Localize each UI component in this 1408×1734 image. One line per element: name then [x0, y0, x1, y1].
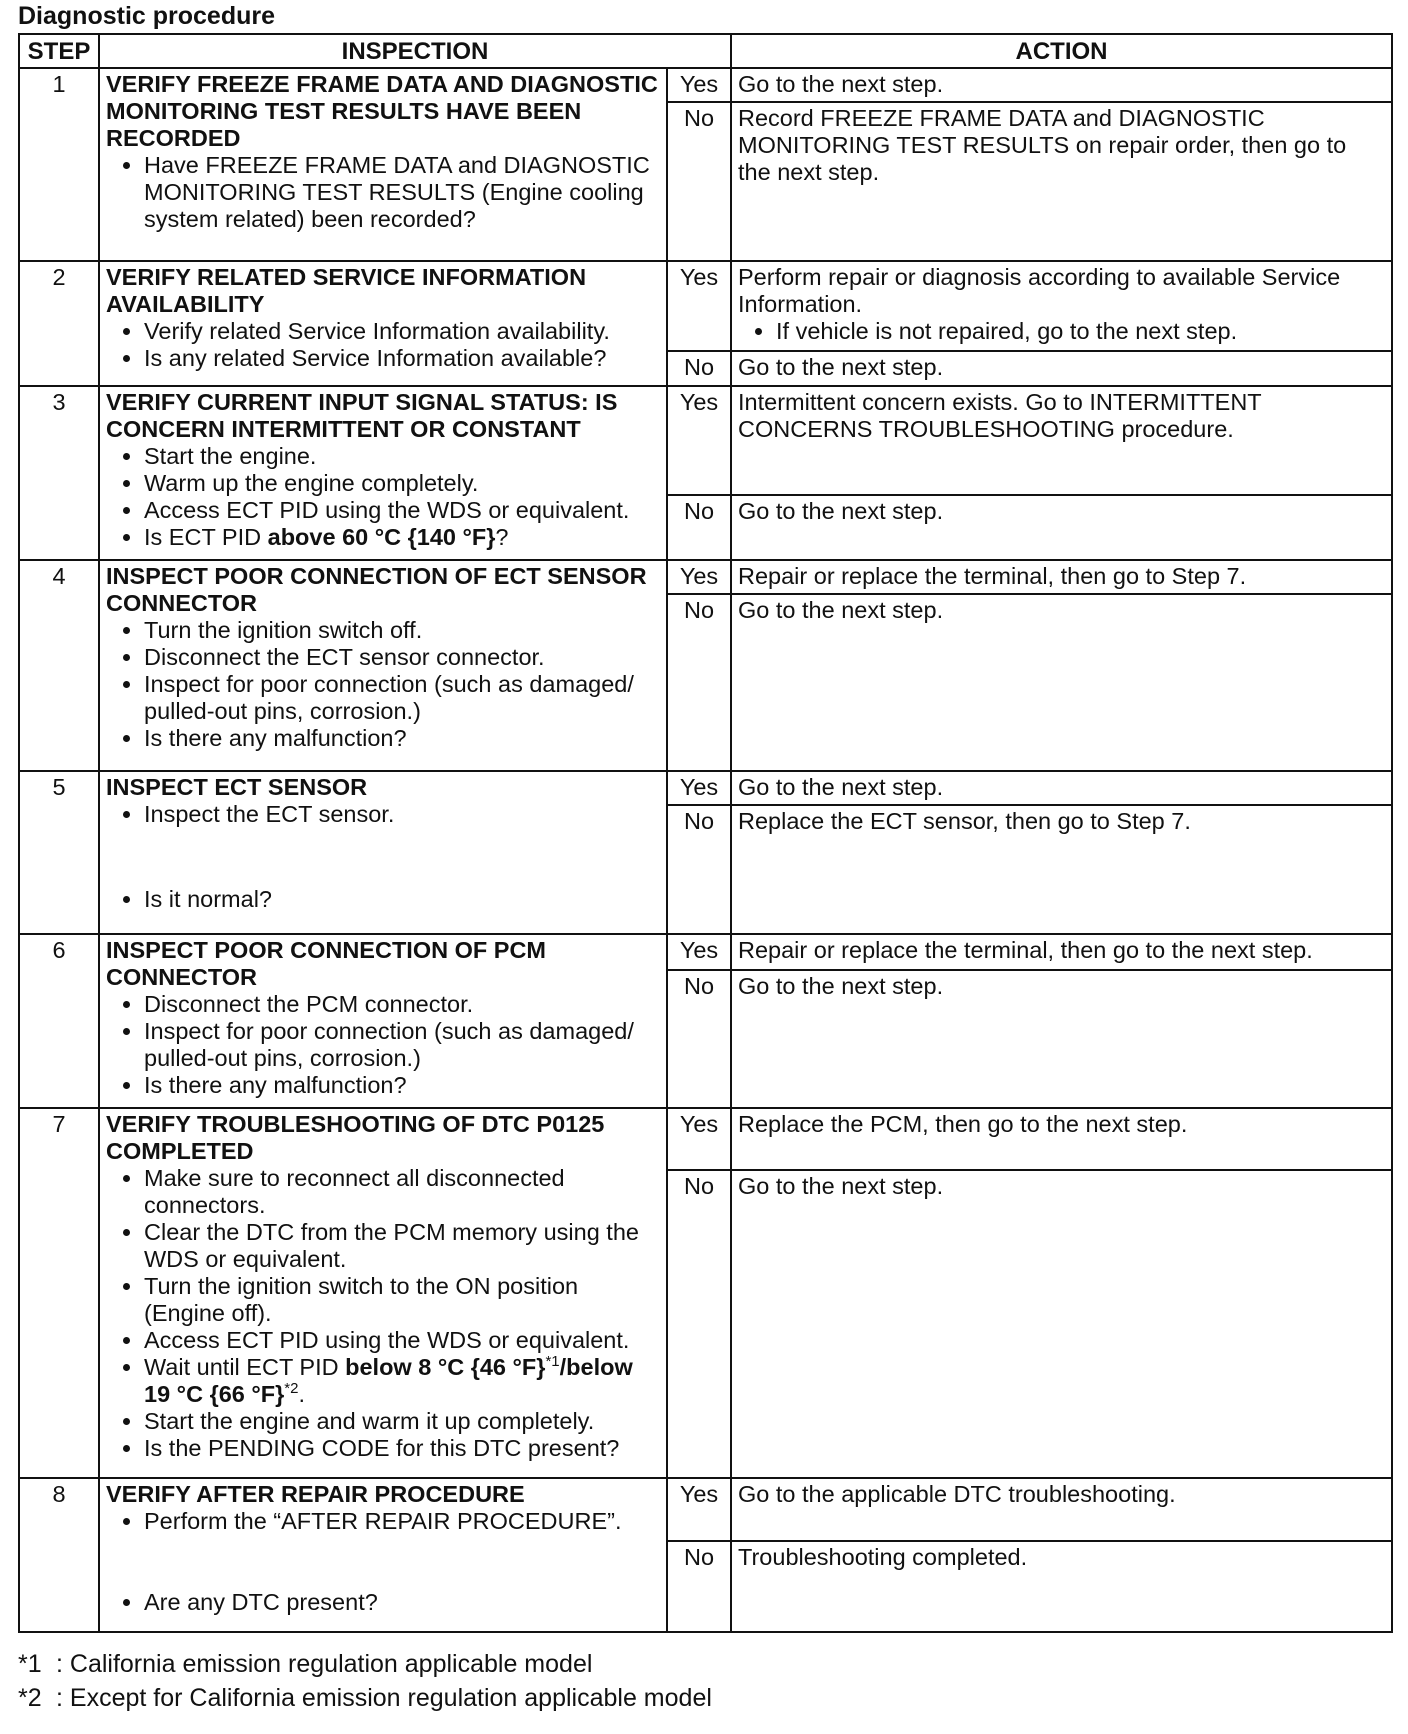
yes-label: Yes — [667, 261, 731, 351]
inspection-cell — [99, 1108, 667, 1478]
list-item: • Is there any malfunction? — [144, 725, 660, 752]
text-run: Is ECT PID — [144, 523, 268, 550]
action-yes: Go to the applicable DTC troubleshooting. — [731, 1478, 1392, 1540]
yes-label: Yes — [667, 560, 731, 594]
text-run: . — [298, 1380, 305, 1407]
step-number: 1 — [19, 68, 99, 261]
table-row — [19, 771, 1392, 805]
list-item: • Start the engine and warm it up completely. — [144, 1408, 660, 1435]
list-item: • Is there any malfunction? — [144, 1072, 660, 1099]
inspection-cell — [99, 1478, 667, 1632]
list-item: • Inspect for poor connection (such as damaged/ pulled-out pins, corrosion.) — [144, 1018, 660, 1072]
footnote — [18, 1650, 592, 1679]
table-row — [19, 560, 1392, 594]
list-item — [144, 524, 660, 551]
inspection-heading: INSPECT POOR CONNECTION OF PCM CONNECTOR — [106, 936, 546, 990]
yes-label: Yes — [667, 386, 731, 495]
step-number: 4 — [19, 560, 99, 771]
inspection-list — [106, 1165, 660, 1462]
table-row — [19, 68, 1392, 102]
no-label: No — [667, 495, 731, 560]
footnote-text: : Except for California emission regulation applicable model — [56, 1684, 712, 1712]
no-label: No — [667, 102, 731, 261]
action-no: Replace the ECT sensor, then go to Step 7. — [731, 805, 1392, 934]
action-no: Go to the next step. — [731, 495, 1392, 560]
list-item: • Make sure to reconnect all disconnected connectors. — [144, 1165, 660, 1219]
spacer — [106, 828, 660, 886]
list-item: • Warm up the engine completely. — [144, 470, 660, 497]
action-yes: Repair or replace the terminal, then go to the next step. — [731, 934, 1392, 970]
list-item: • Access ECT PID using the WDS or equivalent. — [144, 1327, 660, 1354]
inspection-heading: VERIFY CURRENT INPUT SIGNAL STATUS: IS CONCERN INTERMITTENT OR CONSTANT — [106, 388, 618, 442]
action-no: Record FREEZE FRAME DATA and DIAGNOSTIC MONITORING TEST RESULTS on repair order, then go to the next step. — [731, 102, 1392, 261]
header-action: ACTION — [731, 34, 1392, 68]
table-row — [19, 1478, 1392, 1540]
text-run: Wait until ECT PID — [144, 1353, 346, 1380]
footnote-mark: *1 — [18, 1650, 42, 1678]
yes-label: Yes — [667, 771, 731, 805]
inspection-heading: VERIFY AFTER REPAIR PROCEDURE — [106, 1481, 525, 1508]
list-item: • If vehicle is not repaired, go to the next step. — [776, 318, 1385, 345]
inspection-cell — [99, 261, 667, 386]
header-step: STEP — [19, 34, 99, 68]
list-item: • Is it normal? — [144, 886, 660, 913]
inspection-list — [106, 1508, 660, 1535]
step-number: 3 — [19, 386, 99, 560]
inspection-list — [106, 443, 660, 551]
action-yes: Intermittent concern exists. Go to INTERMITTENT CONCERNS TROUBLESHOOTING procedure. — [731, 386, 1392, 495]
footnote-ref: *2 — [284, 1380, 299, 1398]
inspection-list — [106, 991, 660, 1099]
no-label: No — [667, 594, 731, 770]
inspection-list — [106, 617, 660, 752]
page-title: Diagnostic procedure — [18, 2, 275, 30]
list-item: • Disconnect the ECT sensor connector. — [144, 644, 660, 671]
list-item: • Turn the ignition switch to the ON position (Engine off). — [144, 1273, 660, 1327]
step-number: 5 — [19, 771, 99, 934]
action-no: Go to the next step. — [731, 594, 1392, 770]
yes-label: Yes — [667, 934, 731, 970]
action-no: Troubleshooting completed. — [731, 1541, 1392, 1632]
inspection-list — [106, 318, 660, 372]
action-no: Go to the next step. — [731, 351, 1392, 385]
inspection-cell — [99, 68, 667, 261]
step-number: 6 — [19, 934, 99, 1108]
action-yes: Replace the PCM, then go to the next step. — [731, 1108, 1392, 1170]
step-number: 7 — [19, 1108, 99, 1478]
no-label: No — [667, 1170, 731, 1478]
table-header-row — [19, 34, 1392, 68]
text-run: ? — [495, 523, 509, 550]
inspection-cell — [99, 934, 667, 1108]
table-row — [19, 934, 1392, 970]
action-yes: Go to the next step. — [731, 771, 1392, 805]
inspection-heading: INSPECT ECT SENSOR — [106, 773, 368, 800]
action-no: Go to the next step. — [731, 970, 1392, 1108]
spacer — [106, 1535, 660, 1589]
no-label: No — [667, 805, 731, 934]
table-row — [19, 1108, 1392, 1170]
list-item: • Start the engine. — [144, 443, 660, 470]
no-label: No — [667, 351, 731, 385]
inspection-list — [106, 886, 660, 913]
list-item: • Turn the ignition switch off. — [144, 617, 660, 644]
step-number: 8 — [19, 1478, 99, 1632]
action-text: Perform repair or diagnosis according to available Service Information. — [738, 264, 1341, 318]
list-item: • Disconnect the PCM connector. — [144, 991, 660, 1018]
list-item: • Clear the DTC from the PCM memory using the WDS or equivalent. — [144, 1219, 660, 1273]
text-run-bold: below 8 °C {46 °F} — [345, 1353, 546, 1380]
inspection-cell — [99, 560, 667, 771]
table-row — [19, 261, 1392, 351]
list-item: • Verify related Service Information availability. — [144, 318, 660, 345]
yes-label: Yes — [667, 1108, 731, 1170]
table-row — [19, 386, 1392, 495]
inspection-cell — [99, 771, 667, 934]
list-item: • Inspect the ECT sensor. — [144, 801, 660, 828]
action-yes: Repair or replace the terminal, then go to Step 7. — [731, 560, 1392, 594]
list-item — [144, 1354, 660, 1408]
footnote — [18, 1684, 712, 1713]
inspection-heading: VERIFY RELATED SERVICE INFORMATION AVAILABILITY — [106, 264, 587, 318]
yes-label: Yes — [667, 1478, 731, 1540]
text-run-bold: above 60 °C {140 °F} — [267, 523, 496, 550]
inspection-heading: VERIFY TROUBLESHOOTING OF DTC P0125 COMPLETED — [106, 1110, 605, 1164]
inspection-list — [106, 801, 660, 828]
action-yes: Go to the next step. — [731, 68, 1392, 102]
inspection-list — [106, 1589, 660, 1616]
text-run-bold: /below 19 °C {66 °F} — [144, 1353, 633, 1407]
list-item: • Inspect for poor connection (such as damaged/ pulled-out pins, corrosion.) — [144, 671, 660, 725]
inspection-heading: VERIFY FREEZE FRAME DATA AND DIAGNOSTIC MONITORING TEST RESULTS HAVE BEEN RECORDED — [106, 71, 658, 152]
footnote-mark: *2 — [18, 1684, 42, 1712]
inspection-cell — [99, 386, 667, 560]
yes-label: Yes — [667, 68, 731, 102]
no-label: No — [667, 970, 731, 1108]
footnote-text: : California emission regulation applicable model — [56, 1650, 593, 1678]
list-item: • Perform the “AFTER REPAIR PROCEDURE”. — [144, 1508, 660, 1535]
action-list — [738, 318, 1385, 345]
no-label: No — [667, 1541, 731, 1632]
list-item: • Are any DTC present? — [144, 1589, 660, 1616]
list-item: • Access ECT PID using the WDS or equivalent. — [144, 497, 660, 524]
list-item: • Is any related Service Information available? — [144, 345, 660, 372]
diagnostic-procedure-table — [18, 33, 1393, 1633]
footnote-ref: *1 — [545, 1353, 560, 1371]
inspection-heading: INSPECT POOR CONNECTION OF ECT SENSOR CONNECTOR — [106, 563, 647, 617]
action-no: Go to the next step. — [731, 1170, 1392, 1478]
inspection-list — [106, 152, 660, 233]
list-item: • Have FREEZE FRAME DATA and DIAGNOSTIC MONITORING TEST RESULTS (Engine cooling system related) been recorded? — [144, 152, 660, 233]
action-yes — [731, 261, 1392, 351]
list-item: • Is the PENDING CODE for this DTC present? — [144, 1435, 660, 1462]
step-number: 2 — [19, 261, 99, 386]
header-inspection: INSPECTION — [99, 34, 731, 68]
